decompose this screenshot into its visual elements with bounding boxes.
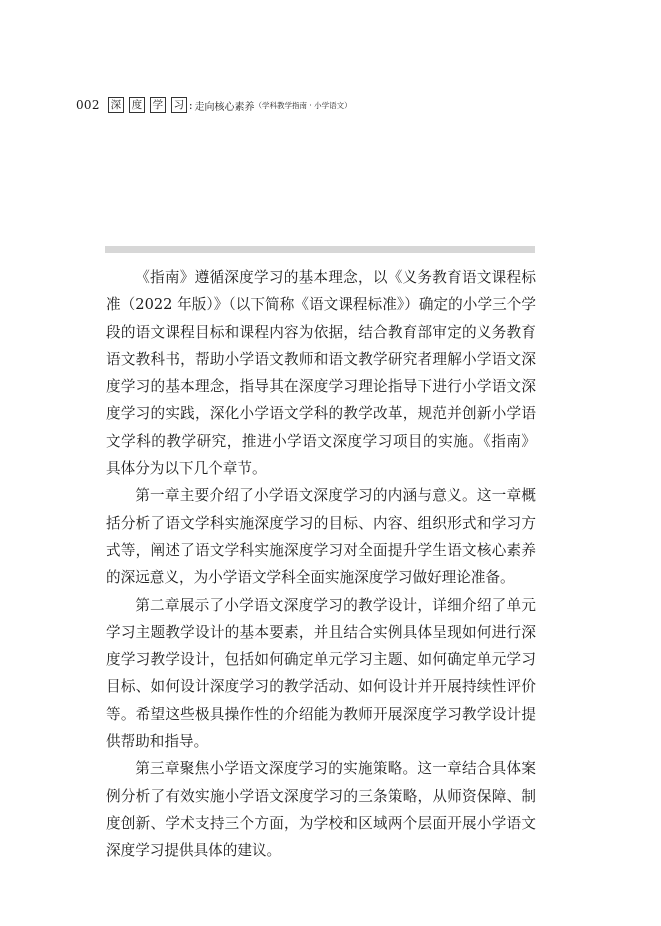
section-divider bbox=[105, 246, 535, 253]
paragraph-chapter-2: 第二章展示了小学语文深度学习的教学设计，详细介绍了单元学习主题教学设计的基本要素，并且结合实例具体呈现如何进行深度学习教学设计，包括如何确定单元学习主题、如何确定单元学习目标、如何设计深度学习的教学活动、如何设计并开展持续性评价等。希望这些极具操作性的介绍能为教师开展深度学习教学设计提供帮助和指导。 bbox=[106, 596, 536, 751]
header-colon: : bbox=[188, 98, 193, 112]
paragraph-chapter-1: 第一章主要介绍了小学语文深度学习的内涵与意义。这一章概括分析了语文学科实施深度学习的目标、内容、组织形式和学习方式等，阐述了语文学科实施深度学习对全面提升学生语文核心素养的深远意义，为小学语文学科全面实施深度学习做好理论准备。 bbox=[106, 487, 536, 587]
series-title-char: 学 bbox=[150, 97, 166, 113]
paragraph-chapter-3: 第三章聚焦小学语文深度学习的实施策略。这一章结合具体案例分析了有效实施小学语文深度学习的三条策略，从师资保障、制度创新、学术支持三个方面，为学校和区域两个层面开展小学语文深度学习提供具体的建议。 bbox=[106, 760, 536, 860]
book-subtitle: 走向核心素养 bbox=[194, 101, 255, 113]
running-header bbox=[76, 96, 352, 114]
series-title-char: 习 bbox=[171, 97, 187, 113]
series-title-char: 度 bbox=[129, 97, 145, 113]
series-title-char: 深 bbox=[108, 97, 124, 113]
series-title bbox=[108, 97, 192, 113]
book-subnote: （学科教学指南 · 小学语文） bbox=[254, 100, 352, 110]
body-text bbox=[106, 264, 536, 865]
paragraph-intro: 《指南》遵循深度学习的基本理念，以《义务教育语文课程标准（2022 年版）》（以下简称《语文课程标准》）确定的小学三个学段的语文课程目标和课程内容为依据，结合教育部审定的义务教育语文教科书，帮助小学语文教师和语文教学研究者理解小学语文深度学习的基本理念，指导其在深度学习理论指导下进行小学语文深度学习的实践，深化小学语文学科的教学改革，规范并创新小学语文学科的教学研究，推进小学语文深度学习项目的实施。《指南》具体分为以下几个章节。 bbox=[106, 269, 536, 478]
page-number: 002 bbox=[76, 98, 100, 112]
